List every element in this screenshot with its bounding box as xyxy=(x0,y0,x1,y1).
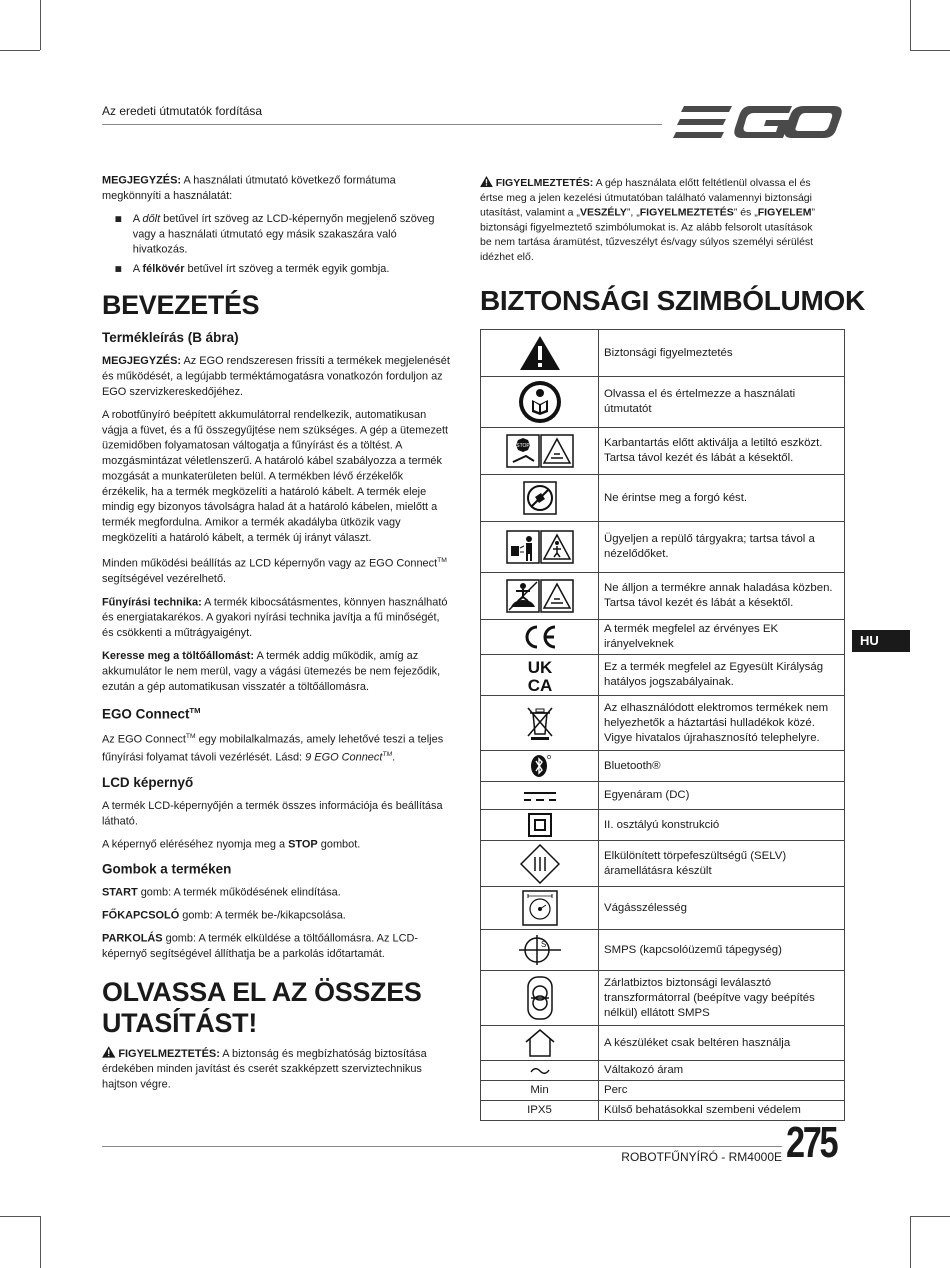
heading-text: EGO Connect xyxy=(102,705,190,721)
symbol-cell xyxy=(481,810,599,841)
table-row xyxy=(481,330,845,377)
signal-word: VESZÉLY xyxy=(579,207,627,219)
text: ” és „ xyxy=(733,207,758,219)
note-paragraph xyxy=(102,354,452,400)
text: egy mobilalkalmazás, amely lehetővé teszi a teljes fűnyírási folyamat távoli vezérlését. Lásd: xyxy=(102,734,444,764)
table-row xyxy=(481,930,845,971)
table-row xyxy=(481,810,845,841)
symbol-cell xyxy=(481,841,599,887)
crop-mark xyxy=(40,1216,41,1268)
table-row xyxy=(481,377,845,428)
symbol-description: Zárlatbiztos biztonsági leválasztó transzformátorral (beépítve vagy beépítés nélkül) ellátott SMPS xyxy=(599,971,845,1026)
text: gomb: A termék be-/kikapcsolása. xyxy=(179,909,346,922)
svg-text:CA: CA xyxy=(527,676,552,693)
ego-logo xyxy=(672,104,844,142)
symbol-description: Külső behatásokkal szembeni védelem xyxy=(599,1101,845,1121)
bullet-italic: dőlt xyxy=(142,213,161,225)
text: gombot. xyxy=(317,838,361,851)
heading-lcd: LCD képernyő xyxy=(102,774,194,790)
symbol-description: Váltakozó áram xyxy=(599,1061,845,1081)
table-row xyxy=(481,620,845,655)
table-row xyxy=(481,841,845,887)
footer-rule xyxy=(102,1146,782,1147)
symbol-cell xyxy=(481,573,599,620)
symbol-description: Bluetooth® xyxy=(599,751,845,782)
bullet-text: betűvel írt szöveg az LCD-képernyőn megjelenő szöveg vagy a használati útmutató egy másik szakaszára való hivatkozás. xyxy=(132,213,435,256)
symbol-cell xyxy=(481,620,599,655)
bullet-text: betűvel írt szöveg a termék egyik gombja. xyxy=(184,263,390,275)
heading-read-all: OLVASSA EL AZ ÖSSZES UTASÍTÁST! xyxy=(102,977,422,1038)
direct-current-icon xyxy=(523,789,557,803)
text: A képernyő eléréséhez nyomja meg a xyxy=(102,838,289,851)
signal-word: FIGYELMEZTETÉS xyxy=(639,207,734,219)
text: A gép használata előtt feltétlenül olvassa el és értse meg a jelen kezelési útmutatóban található valamennyi biztonsági utasítást, valamint a „ xyxy=(480,177,812,219)
text: A termék addig működik, amíg az akkumulátor le nem merül, vagy a vágási ütemezés be nem fejeződik, ezután a gép automatikusan visszatér a töltőállomásra. xyxy=(102,650,441,693)
heading-description: Termékleírás (B ábra) xyxy=(102,329,239,345)
table-row xyxy=(481,522,845,573)
label: STOP xyxy=(288,838,318,851)
search-paragraph xyxy=(102,648,452,694)
note-text: A használati útmutató következő formátuma megkönnyíti a használatát: xyxy=(102,174,396,202)
symbol-cell xyxy=(481,930,599,971)
symbol-description: Karbantartás előtt aktiválja a letiltó eszközt. Tartsa távol kezét és lábát a késektől. xyxy=(599,428,845,475)
symbol-description: A készüléket csak beltéren használja xyxy=(599,1026,845,1061)
symbol-description: Az elhasználódott elektromos termékek nem helyezhetők a háztartási hulladékok közé. Vigye hivatalos újrahasznosító telephelyre. xyxy=(599,696,845,751)
symbol-description: Ez a termék megfelel az Egyesült Királyság hatályos jogszabályainak. xyxy=(599,655,845,696)
no-ride-icon xyxy=(506,579,574,613)
ukca-mark-icon xyxy=(523,657,557,693)
weee-bin-icon xyxy=(526,706,554,740)
heading-ego-connect xyxy=(102,702,452,722)
crop-mark xyxy=(0,50,40,51)
crop-mark xyxy=(910,1216,950,1217)
heading-safety-symbols: BIZTONSÁGI SZIMBÓLUMOK xyxy=(480,285,865,316)
text: gomb: A termék elküldése a töltőállomásra. Az LCD-képernyő segítségével állíthatja be a parkolás időtartamát. xyxy=(102,932,419,960)
note-text: Az EGO rendszeresen frissíti a termékek megjelenését és működését, a legújabb terméktámogatásra vonatkozón forduljon az EGO szervizkereskedőjéhez. xyxy=(102,355,450,398)
crop-mark xyxy=(40,0,41,50)
text: segítségével vezérelhető. xyxy=(102,573,227,585)
table-row xyxy=(481,782,845,810)
symbol-cell xyxy=(481,971,599,1026)
safety-alert-icon xyxy=(519,335,561,371)
bullet-text: A xyxy=(132,263,143,275)
disable-device-icon xyxy=(506,434,574,468)
table-row xyxy=(481,696,845,751)
heading-intro: BEVEZETÉS xyxy=(102,290,260,320)
symbol-label: Min xyxy=(481,1081,599,1101)
note-label: MEGJEGYZÉS: xyxy=(102,355,182,368)
table-row xyxy=(481,655,845,696)
symbol-cell xyxy=(481,887,599,930)
symbol-description: Olvassa el és értelmezze a használati útmutatót xyxy=(599,377,845,428)
table-row xyxy=(481,1081,845,1101)
settings-paragraph xyxy=(102,553,452,586)
bullet-bold: félkövér xyxy=(142,263,185,275)
connect-paragraph xyxy=(102,730,452,766)
text: A termék kibocsátásmentes, könnyen használható és energiatakarékos. A gyakori nyírási technika javítja a fű minőségét, és csökkenti a műtrágyaigényt. xyxy=(102,596,448,639)
robot-paragraph: A robotfűnyíró beépített akkumulátorral rendelkezik, automatikusan vágja a füvet, és a fű összegyűjtése nem szükséges. A gép a ütemezett üzemidőben folyamatosan váltogatja a fűnyírást és a töltést. A mozgásmintázat véletlenszerű. A határoló kábel szabályozza a termék mozgását a munkaterületen belül. A termékben lévő érzékelők érzékelik, ha a termék megközelíti a határoló kábelt. A termék eleje mindig egy bizonyos távolságra halad át a határoló kábelen, mielőtt a termék megfordulna. Amikor a termék akadályba ütközik vagy megközelíti a határoló kábelt, a termék új irányt választ. xyxy=(102,409,449,544)
text: ” biztonsági figyelmeztető szimbólumokat is. Az alább felsorolt utasítások be nem tartása áramütést, tűzveszélyt és/vagy súlyos személyi sérülést idézhet elő. xyxy=(480,207,816,263)
symbols-table xyxy=(480,329,845,1121)
trademark: TM xyxy=(189,705,201,715)
label: FIGYELMEZTETÉS: xyxy=(495,177,594,189)
bullet-icon xyxy=(115,216,121,222)
transformer-icon xyxy=(526,975,554,1021)
symbol-description: Ne érintse meg a forgó kést. xyxy=(599,475,845,522)
ce-mark-icon xyxy=(521,624,559,650)
text: ”, „ xyxy=(626,207,640,219)
no-touch-blade-icon xyxy=(523,481,557,515)
table-row xyxy=(481,1026,845,1061)
reference: 9 EGO Connect xyxy=(305,752,383,764)
bullet-text: A xyxy=(132,213,143,225)
list-item xyxy=(102,261,452,276)
symbol-description: Egyenáram (DC) xyxy=(599,782,845,810)
symbol-description: SMPS (kapcsolóüzemű tápegység) xyxy=(599,930,845,971)
svg-text:S: S xyxy=(540,940,546,949)
symbol-cell xyxy=(481,696,599,751)
symbol-cell xyxy=(481,1026,599,1061)
symbol-cell xyxy=(481,782,599,810)
label: PARKOLÁS xyxy=(102,932,163,945)
symbol-description: Perc xyxy=(599,1081,845,1101)
symbol-cell xyxy=(481,1061,599,1081)
label: FIGYELMEZTETÉS: xyxy=(118,1048,220,1060)
warning-icon xyxy=(480,176,493,187)
label: Fűnyírási technika: xyxy=(102,596,202,608)
page-number: 275 xyxy=(786,1118,837,1167)
table-row xyxy=(481,971,845,1026)
indoor-use-icon xyxy=(524,1029,556,1057)
note-label: MEGJEGYZÉS: xyxy=(102,174,182,187)
text: A biztonság és megbízhatóság biztosítása érdekében minden javítást és cserét szakképzett szerviztechnikus hajtson végre. xyxy=(102,1048,427,1091)
table-row xyxy=(481,1061,845,1081)
list-item xyxy=(102,211,452,257)
cutting-width-icon xyxy=(522,890,558,926)
start-paragraph xyxy=(102,885,452,900)
header-rule xyxy=(102,124,662,125)
language-tab: HU xyxy=(852,630,910,652)
smps-icon xyxy=(515,933,565,967)
class-ii-icon xyxy=(528,813,552,837)
label: Keresse meg a töltőállomást: xyxy=(102,650,255,662)
trademark: TM xyxy=(185,733,196,741)
warning-paragraph xyxy=(102,1046,452,1092)
symbol-description: Biztonsági figyelmeztetés xyxy=(599,330,845,377)
label: FŐKAPCSOLÓ xyxy=(102,909,180,922)
text: . xyxy=(392,752,396,764)
symbol-cell xyxy=(481,655,599,696)
bullet-icon xyxy=(115,266,121,272)
symbol-description: II. osztályú konstrukció xyxy=(599,810,845,841)
lcd-paragraph: A termék LCD-képernyőjén a termék összes információja és beállítása látható. xyxy=(102,800,443,828)
bluetooth-icon xyxy=(528,753,552,779)
note-paragraph xyxy=(102,173,452,204)
lcd-stop-paragraph xyxy=(102,837,452,852)
park-paragraph xyxy=(102,931,452,962)
heading-buttons: Gombok a terméken xyxy=(102,860,232,877)
symbol-description: A termék megfelel az érvényes EK irányelveknek xyxy=(599,620,845,655)
table-row xyxy=(481,428,845,475)
format-list xyxy=(102,211,452,276)
symbol-description: Elkülönített törpefeszültségű (SELV) áramellátásra készült xyxy=(599,841,845,887)
text: Minden működési beállítás az LCD képernyőn vagy az EGO Connect xyxy=(102,558,438,570)
main-switch-paragraph xyxy=(102,908,452,923)
symbol-description: Ne álljon a termékre annak haladása közben. Tartsa távol kezét és lábát a késektől. xyxy=(599,573,845,620)
mowing-paragraph xyxy=(102,595,452,641)
table-row xyxy=(481,475,845,522)
warning-paragraph xyxy=(480,176,817,265)
symbol-cell xyxy=(481,522,599,573)
thrown-objects-icon xyxy=(506,530,574,564)
signal-word: FIGYELEM xyxy=(757,207,812,219)
read-manual-icon xyxy=(518,380,562,424)
svg-text:STOP: STOP xyxy=(515,443,530,449)
table-row xyxy=(481,887,845,930)
warning-icon xyxy=(102,1046,115,1058)
trademark: TM xyxy=(437,557,447,564)
symbol-cell xyxy=(481,377,599,428)
left-column xyxy=(102,173,452,1100)
footer-model: ROBOTFŰNYÍRÓ - RM4000E xyxy=(621,1150,782,1164)
text: Az EGO Connect xyxy=(102,734,186,746)
crop-mark xyxy=(910,1216,911,1268)
header-text: Az eredeti útmutatók fordítása xyxy=(102,104,263,118)
selv-icon xyxy=(520,844,560,884)
alternating-current-icon xyxy=(529,1065,551,1077)
table-row xyxy=(481,573,845,620)
table-row xyxy=(481,751,845,782)
svg-text:UK: UK xyxy=(527,658,552,677)
symbol-description: Vágásszélesség xyxy=(599,887,845,930)
crop-mark xyxy=(910,50,950,51)
label: START xyxy=(102,886,138,899)
symbol-cell xyxy=(481,428,599,475)
symbol-label: IPX5 xyxy=(481,1101,599,1121)
text: gomb: A termék működésének elindítása. xyxy=(137,886,341,899)
trademark: TM xyxy=(382,751,393,759)
symbol-cell xyxy=(481,330,599,377)
symbol-cell xyxy=(481,475,599,522)
right-column xyxy=(480,176,817,272)
symbol-description: Ügyeljen a repülő tárgyakra; tartsa távol a nézelődőket. xyxy=(599,522,845,573)
crop-mark xyxy=(910,0,911,50)
crop-mark xyxy=(0,1216,40,1217)
symbol-cell xyxy=(481,751,599,782)
